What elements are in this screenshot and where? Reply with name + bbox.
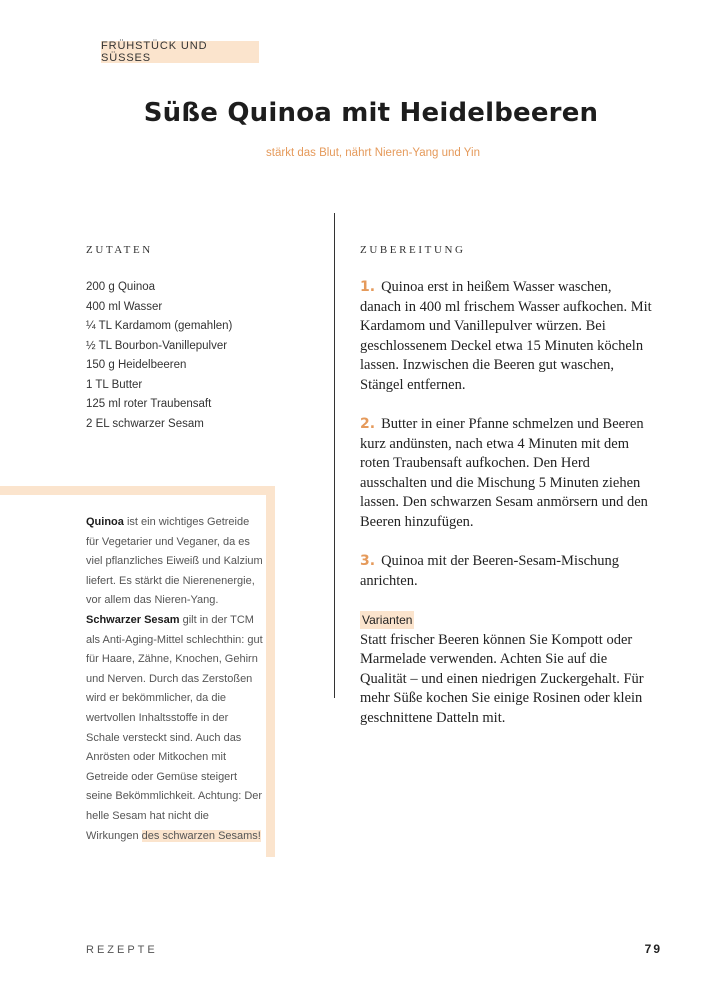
recipe-title: Süße Quinoa mit Heidelbeeren: [143, 98, 599, 128]
info-term-sesam: Schwarzer Sesam: [86, 613, 180, 626]
ingredient-list: [86, 278, 232, 434]
step-3: [360, 552, 656, 591]
ingredient-item: ½ TL Bourbon-Vanillepulver: [86, 339, 228, 352]
footer-section: REZEPTE: [86, 944, 158, 956]
ingredient-item: 2 EL schwarzer Sesam: [86, 417, 204, 430]
step-number: 3.: [360, 553, 376, 569]
ingredient-item: 150 g Heidelbeeren: [86, 359, 187, 371]
info-text-sesam: gilt in der TCM als Anti-Aging-Mittel schlechthin: gut für Haare, Zähne, Knochen, Gehirn und Nerven. Durch das Zerstoßen wird er bekömmlicher, da die wertvollen Inhaltsstoffe in der Schale versteckt sind. Auch das Anrösten oder Mitkochen mit Getreide oder Gemüse steigert seine Bekömmlichkeit. Achtung: Der helle Sesam hat nicht die Wirkungen: [86, 613, 263, 842]
ingredient-item: ¼ TL Kardamom (gemahlen): [86, 320, 233, 332]
step-1: [360, 278, 656, 395]
preparation-heading: ZUBEREITUNG: [360, 244, 466, 256]
info-box-text: [86, 513, 264, 846]
step-2: [360, 415, 656, 532]
info-text-last: des schwarzen Sesams!: [141, 829, 261, 842]
column-divider: [334, 213, 335, 698]
variants-text: Statt frischer Beeren können Sie Kompott oder Marmelade verwenden. Achten Sie auf die Qualität – und einen niedrigen Zuckergehalt. Für mehr Süße kochen Sie einige Rosinen oder klein geschnittene Datteln mit.: [360, 631, 644, 726]
variants-heading: Varianten: [362, 613, 413, 627]
step-text: Butter in einer Pfanne schmelzen und Beeren kurz andünsten, nach etwa 4 Minuten mit dem roten Traubensaft aufkochen. Den Herd ausschalten und die Mischung 5 Minuten ziehen lassen. Den schwarzen Sesam anmörsern und den Beeren hinzufügen.: [360, 416, 648, 530]
ingredient-item: 400 ml Wasser: [86, 300, 163, 313]
step-number: 2.: [360, 416, 376, 432]
ingredient-item: 200 g Quinoa: [86, 281, 156, 293]
step-number: 1.: [360, 279, 376, 295]
step-text: Quinoa erst in heißem Wasser waschen, danach in 400 ml frischem Wasser aufkochen. Mit Kardamom und Vanillepulver würzen. Bei geschlossenem Deckel etwa 15 Minuten köcheln lassen. Inzwischen die Beeren gut waschen, Stängel entfernen.: [360, 279, 652, 393]
page-number: 79: [644, 942, 662, 956]
ingredient-item: 1 TL Butter: [86, 378, 143, 391]
category-label: FRÜHSTÜCK UND SÜSSES: [101, 41, 259, 63]
step-text: Quinoa mit der Beeren-Sesam-Mischung anrichten.: [360, 553, 620, 589]
ingredients-heading: ZUTATEN: [86, 244, 153, 256]
ingredient-item: 125 ml roter Traubensaft: [86, 398, 212, 410]
preparation-steps: [360, 278, 656, 728]
info-text-quinoa: ist ein wichtiges Getreide für Vegetarier und Veganer, da es viel pflanzliches Eiweiß und Kalzium liefert. Es stärkt die Nierenenergie, vor allem das Nieren-Yang.: [86, 516, 263, 607]
info-term-quinoa: Quinoa: [86, 516, 124, 528]
recipe-subtitle: stärkt das Blut, nährt Nieren-Yang und Yin: [266, 147, 480, 159]
